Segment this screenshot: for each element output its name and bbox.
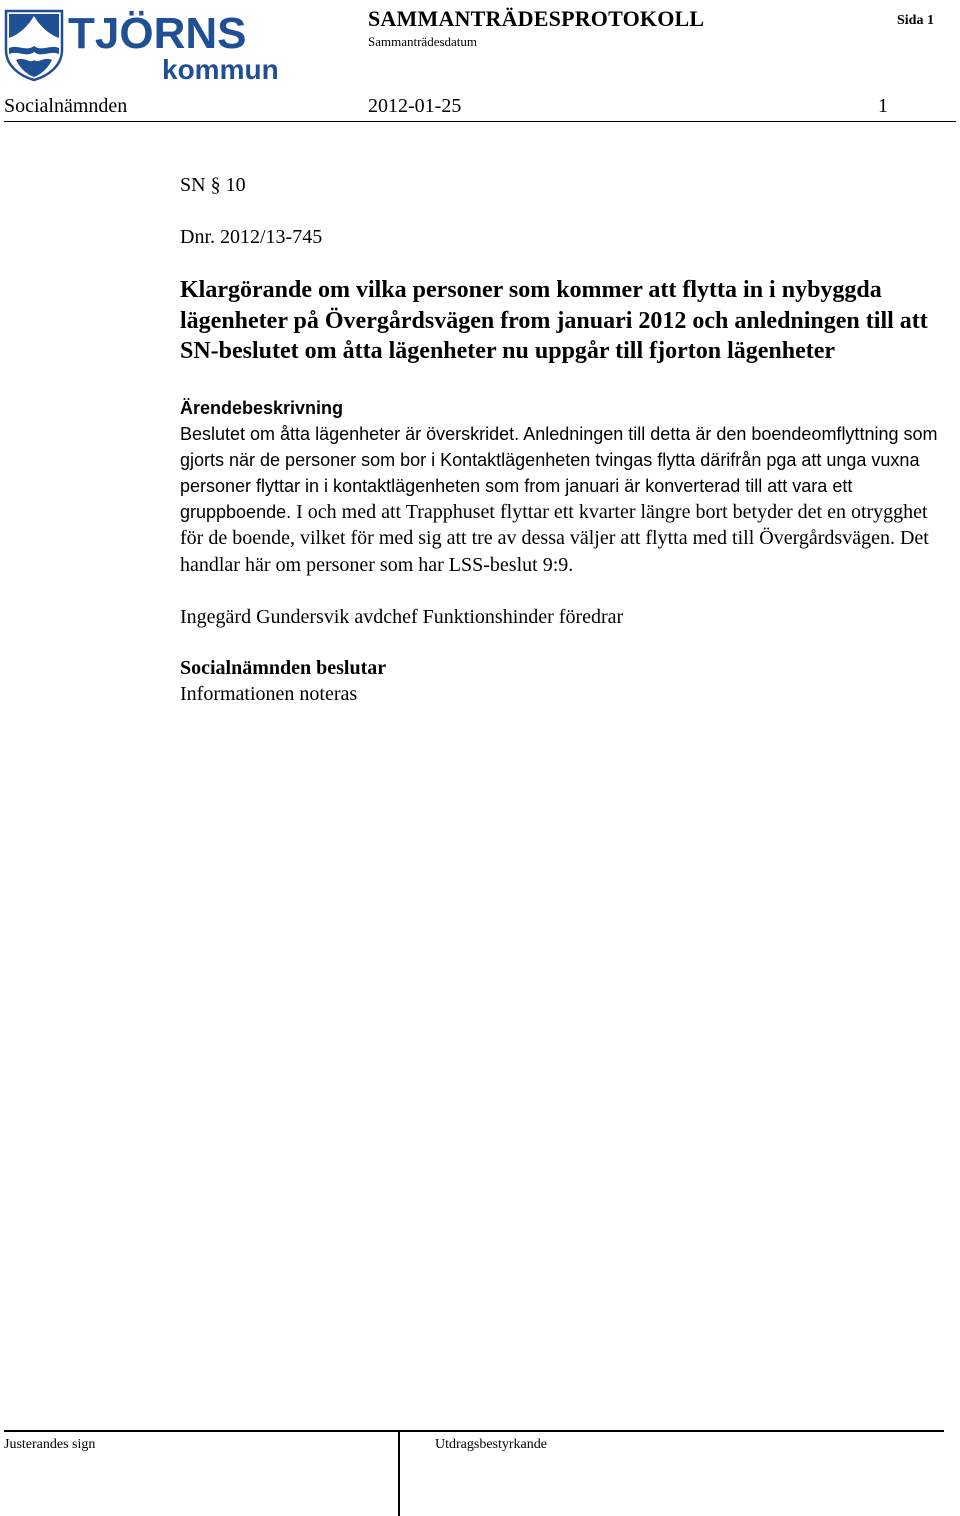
signature-footer <box>4 1430 944 1516</box>
decision-text: Informationen noteras <box>180 682 358 705</box>
item-number: 1 <box>878 95 888 117</box>
registration-number: Dnr. 2012/13-745 <box>180 226 323 248</box>
meeting-date-label: Sammanträdesdatum <box>368 34 478 49</box>
meeting-meta-row <box>4 95 956 122</box>
extract-certification-label: Utdragsbestyrkande <box>435 1437 547 1452</box>
description-part-1: Beslutet om åtta lägenheter är överskridet. <box>180 423 520 444</box>
tjorn-coat-of-arms-icon <box>6 11 62 80</box>
description-text <box>180 421 950 578</box>
meeting-date: 2012-01-25 <box>368 95 462 117</box>
adjuster-signature-label: Justerandes sign <box>4 1437 96 1452</box>
logo-wordmark: TJÖRNS <box>68 9 247 58</box>
protocol-item <box>180 174 950 707</box>
footer-divider <box>398 1432 400 1516</box>
municipality-logo <box>4 8 279 85</box>
section-number: SN § 10 <box>180 174 246 196</box>
document-type: SAMMANTRÄDESPROTOKOLL <box>368 6 705 31</box>
description-heading: Ärendebeskrivning <box>180 397 344 418</box>
description-part-2: Anledningen till detta är den boendeomflyttning som gjorts när de personer som bor i Kontaktlägenheten tvingas flytta därifrån pga att unga vuxna personer flyttar in i kontaktlägenheten som from januari är konverterad till att vara ett gruppboende. <box>180 423 938 523</box>
presenter-line: Ingegärd Gundersvik avdchef Funktionshinder föredrar <box>180 605 624 628</box>
board-name: Socialnämnden <box>4 95 128 117</box>
page-number: Sida 1 <box>897 13 934 28</box>
logo-subword: kommun <box>162 54 279 85</box>
case-title: Klargörande om vilka personer som kommer att flytta in i nybyggda lägenheter på Övergårdsvägen from januari 2012 och anledningen till att SN-beslutet om åtta lägenheter nu uppgår till fjorton lägenheter <box>180 277 928 364</box>
decision-heading: Socialnämnden beslutar <box>180 656 387 679</box>
description-part-3: I och med att Trapphuset flyttar ett kvarter längre bort betyder det en otrygghet för de boende, vilket för med sig att tre av dessa väljer att flytta med till Övergårdsvägen. Det handlar här om personer som har LSS-beslut 9:9. <box>180 501 929 576</box>
